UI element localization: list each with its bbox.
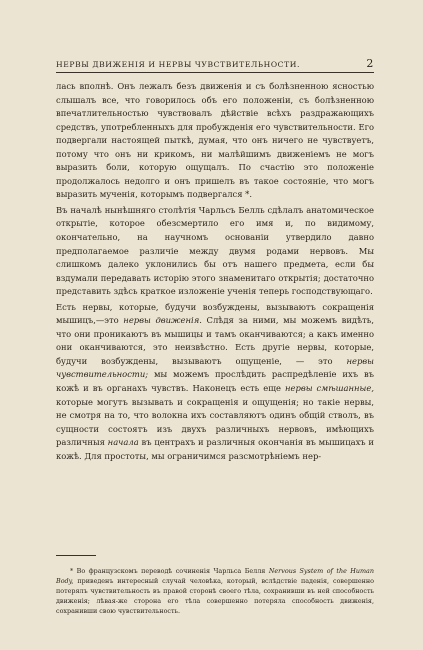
- page-number: 2: [366, 57, 374, 70]
- text-run: Слѣдя за ними, мы можемъ видѣть, что они проникаютъ въ мышицы и тамъ оканчиваются; а какъ именно они оканчиваются, это неизвѣстно. Есть другіе нервы, которые, будучи возбуждены, вызываютъ ощущеніе, — это: [56, 315, 374, 366]
- footnote-separator: [56, 555, 96, 556]
- italic-term: нервы движенія.: [123, 315, 202, 326]
- text-run: лась вполнѣ. Онъ лежалъ безъ движенія и съ болѣзненною ясностью слышалъ все, что говорилось объ его положеніи, съ болѣзненною впечатлительностью чувствовалъ дѣйствіе всѣхъ раздражающихъ средствъ, употребленныхъ для пробужденія его чувствительности. Его подвергали настоящей пыткѣ, думая, что онъ ничего не чувствуетъ, потому что онъ ни крикомъ, ни малѣйшимъ движеніемъ не могъ выразить боли, которую ощущалъ. По счастію это положеніе продолжалось недолго и онъ пришелъ въ такое состояніе, что могъ выразить мученія, которымъ подвергался *.: [56, 81, 374, 200]
- paragraph: [56, 80, 374, 202]
- header-rule: [56, 72, 374, 73]
- text-run: Въ началѣ нынѣшняго столѣтія Чарльсъ Белль сдѣлалъ анатомическое открытіе, которое обезсмертило его имя и, по видимому, окончательно, на научномъ основаніи утвердило давно предполагаемое различіе между двумя родами нервовъ. Мы слишкомъ далеко уклонились бы отъ нашего предмета, если бы вздумали передавать исторію этого знаменитаго открытія; достаточно представить здѣсь краткое изложеніе ученія теперь господствующаго.: [56, 204, 374, 297]
- italic-term: Nervous System of the Human Body,: [56, 567, 374, 586]
- footnote: [56, 566, 374, 616]
- paragraph: [56, 301, 374, 464]
- italic-term: нервы чувствительности;: [56, 355, 374, 380]
- main-text: [56, 80, 374, 463]
- text-run: которые могутъ вызывать и сокращенія и ощущенія; но такіе нервы, не смотря на то, что волокна ихъ составляютъ одинъ общій стволъ, въ сущности состоятъ изъ двухъ различныхъ нервовъ, имѣющихъ различныя: [56, 396, 374, 448]
- running-header: [56, 58, 374, 69]
- running-title: НЕРВЫ ДВИЖЕНІЯ И НЕРВЫ ЧУВСТВИТЕЛЬНОСТИ.: [56, 60, 300, 69]
- text-run: Есть нервы, которые, будучи возбуждены, вызываютъ сокращенія мышицъ,—это: [56, 301, 374, 326]
- italic-term: начала: [107, 437, 139, 448]
- text-run: въ центрахъ и различныя окончанія въ мышицахъ и кожѣ. Для простоты, мы ограничимся разсмотрѣніемъ нер-: [56, 437, 374, 461]
- paragraph: [56, 204, 374, 299]
- text-run: * Во французскомъ переводѣ сочиненія Чарльса Белля: [70, 567, 269, 576]
- text-run: мы можемъ прослѣдить распредѣленіе ихъ въ кожѣ и въ органахъ чувствъ. Наконецъ есть еще: [56, 369, 374, 394]
- italic-term: нервы смѣшанные,: [284, 383, 374, 394]
- text-run: приведенъ интересный случай человѣка, который, вслѣдствіе паденія, совершенно потерялъ чувствительность въ правой сторонѣ своего тѣла, сохранивши въ ней способность движенія; лѣвая-же сторона его тѣла совершенно потеряла способность движенія, сохранивши свою чувствительность.: [56, 577, 374, 616]
